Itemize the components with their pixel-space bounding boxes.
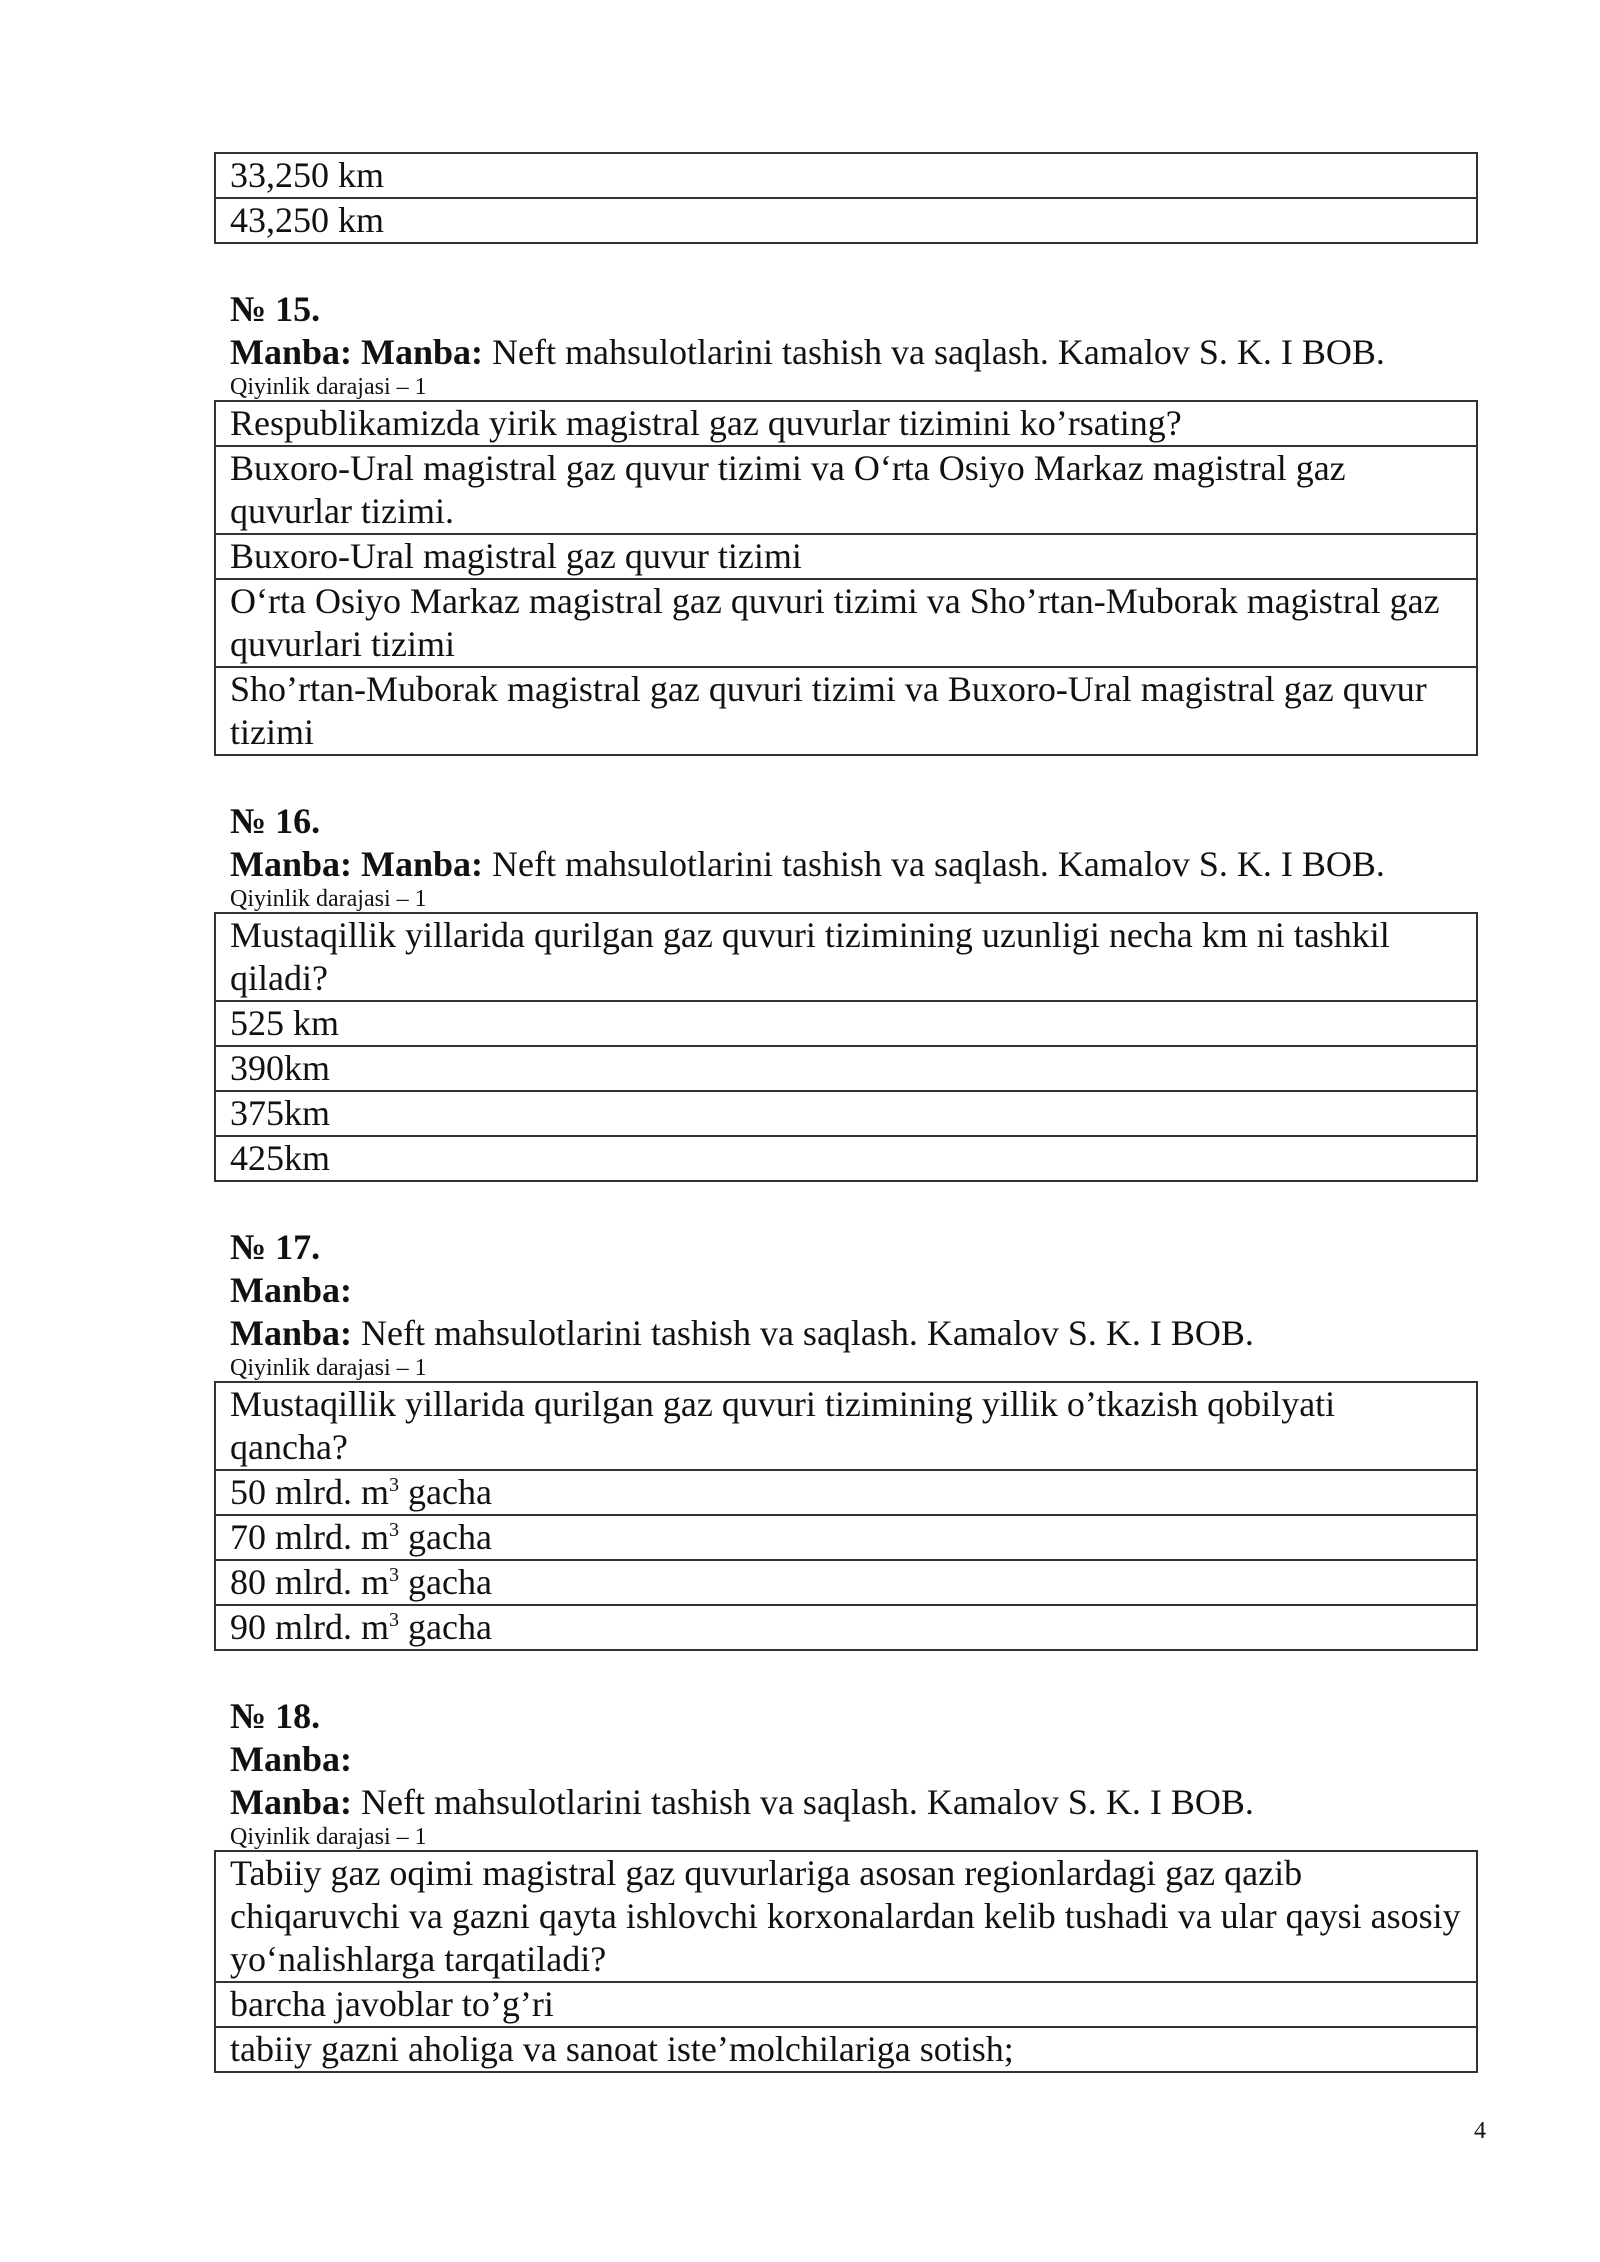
table-row	[215, 1136, 1477, 1181]
difficulty-level: Qiyinlik darajasi – 1	[230, 886, 427, 912]
source-label: Manba:	[230, 1782, 353, 1822]
source-label: Manba:	[230, 1270, 353, 1310]
question-cell: Tabiiy gaz oqimi magistral gaz quvurlariga asosan regionlardagi gaz qazib chiqaruvchi va gazni qayta ishlovchi korxonalardan kelib tushadi va ular qaysi asosiy yoʻnalishlarga tarqatiladi?	[215, 1851, 1477, 1982]
table-row	[215, 1470, 1477, 1515]
table-row	[215, 1982, 1477, 2027]
answer-cell: 90 mlrd. $m^3$ gacha	[215, 1605, 1477, 1650]
table-row	[215, 198, 1477, 243]
table-row	[215, 1382, 1477, 1470]
difficulty-level: Qiyinlik darajasi – 1	[230, 1355, 427, 1381]
table-row	[215, 1560, 1477, 1605]
source-label: Manba: Manba:	[230, 332, 484, 372]
table-row	[215, 446, 1477, 534]
answer-cell: 375km	[215, 1091, 1477, 1136]
source-line	[214, 331, 1478, 374]
source-line	[214, 1312, 1478, 1355]
answer-cell: 50 mlrd. $m^3$ gacha	[215, 1470, 1477, 1515]
page-content	[214, 152, 1478, 2073]
question-table	[214, 400, 1478, 756]
answer-cell: 80 mlrd. $m^3$ gacha	[215, 1560, 1477, 1605]
table-row	[215, 1001, 1477, 1046]
answer-cell: 70 mlrd. $m^3$ gacha	[215, 1515, 1477, 1560]
answer-cell: 425km	[215, 1136, 1477, 1181]
answer-cell: Oʻrta Osiyo Markaz magistral gaz quvuri tizimi va Sho’rtan-Muborak magistral gaz quvurlari tizimi	[215, 579, 1477, 667]
question-block	[214, 288, 1478, 756]
answer-table	[214, 152, 1478, 244]
answer-cell: 33,250 km	[215, 153, 1477, 198]
question-cell: Respublikamizda yirik magistral gaz quvurlar tizimini ko’rsating?	[215, 401, 1477, 446]
source-line	[214, 1781, 1478, 1824]
answer-cell: 525 km	[215, 1001, 1477, 1046]
question-table	[214, 1850, 1478, 2073]
table-row	[215, 153, 1477, 198]
source-text: Neft mahsulotlarini tashish va saqlash. Kamalov S. K. I BOB.	[352, 1782, 1254, 1822]
table-row	[215, 1515, 1477, 1560]
source-label: Manba:	[230, 1313, 353, 1353]
table-row	[215, 667, 1477, 755]
table-row	[215, 579, 1477, 667]
answer-cell: Sho’rtan-Muborak magistral gaz quvuri tizimi va Buxoro-Ural magistral gaz quvur tizimi	[215, 667, 1477, 755]
difficulty-level: Qiyinlik darajasi – 1	[230, 1824, 427, 1850]
table-row	[215, 401, 1477, 446]
table-row	[215, 534, 1477, 579]
source-text: Neft mahsulotlarini tashish va saqlash. Kamalov S. K. I BOB.	[352, 1313, 1254, 1353]
source-line	[214, 1269, 1478, 1312]
table-row	[215, 1046, 1477, 1091]
question-number: № 17.	[230, 1227, 321, 1267]
question-cell: Mustaqillik yillarida qurilgan gaz quvuri tizimining yillik o’tkazish qobilyati qancha?	[215, 1382, 1477, 1470]
table-row	[215, 913, 1477, 1001]
question-block	[214, 1695, 1478, 2073]
table-row	[215, 1605, 1477, 1650]
answer-cell: Buxoro-Ural magistral gaz quvur tizimi	[215, 534, 1477, 579]
question-number: № 18.	[230, 1696, 321, 1736]
question-number: № 15.	[230, 289, 321, 329]
question-table	[214, 1381, 1478, 1651]
question-block	[214, 1226, 1478, 1651]
question-block	[214, 800, 1478, 1182]
source-line	[214, 843, 1478, 886]
answer-cell: tabiiy gazni aholiga va sanoat isteʼmolchilariga sotish;	[215, 2027, 1477, 2072]
question-table	[214, 912, 1478, 1182]
source-line	[214, 1738, 1478, 1781]
table-row	[215, 1091, 1477, 1136]
question-cell: Mustaqillik yillarida qurilgan gaz quvuri tizimining uzunligi necha km ni tashkil qiladi?	[215, 913, 1477, 1001]
source-text: Neft mahsulotlarini tashish va saqlash. Kamalov S. K. I BOB.	[483, 844, 1385, 884]
source-label: Manba: Manba:	[230, 844, 484, 884]
question-number: № 16.	[230, 801, 321, 841]
difficulty-level: Qiyinlik darajasi – 1	[230, 374, 427, 400]
answer-cell: 390km	[215, 1046, 1477, 1091]
source-text: Neft mahsulotlarini tashish va saqlash. Kamalov S. K. I BOB.	[483, 332, 1385, 372]
answer-cell: barcha javoblar to’g’ri	[215, 1982, 1477, 2027]
page-number: 4	[1474, 2118, 1486, 2144]
table-row	[215, 2027, 1477, 2072]
source-label: Manba:	[230, 1739, 353, 1779]
answer-cell: Buxoro-Ural magistral gaz quvur tizimi va Oʻrta Osiyo Markaz magistral gaz quvurlar tizimi.	[215, 446, 1477, 534]
answer-cell: 43,250 km	[215, 198, 1477, 243]
table-row	[215, 1851, 1477, 1982]
